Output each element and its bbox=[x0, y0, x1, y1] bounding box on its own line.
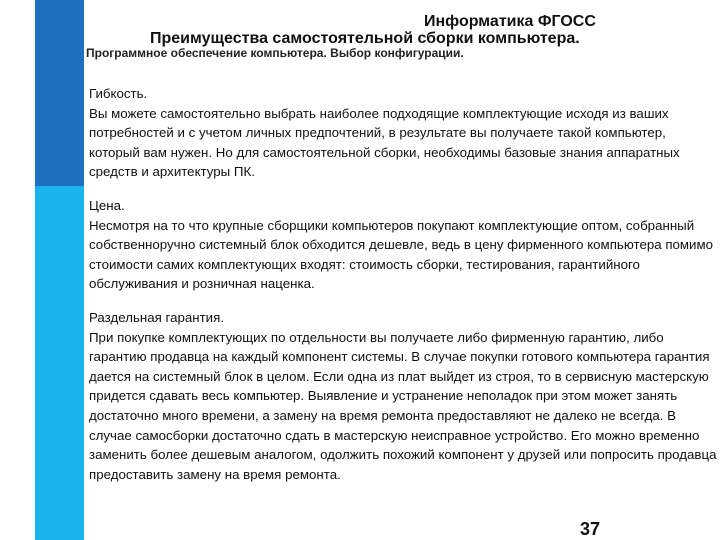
section-heading: Цена. bbox=[89, 197, 125, 213]
section-heading: Гибкость. bbox=[89, 86, 148, 101]
section-heading: Раздельная гарантия. bbox=[89, 309, 225, 325]
section-price bbox=[89, 196, 719, 294]
header-subject: Информатика ФГОСС bbox=[424, 13, 596, 30]
section-text: При покупке комплектующих по отдельности вы получаете либо фирменную гарантию, либо гарантию продавца на каждый компонент системы. В случае покупки готового компьютера гарантия дается на системный блок в целом. Если одна из плат выйдет из строя, то в сервисную мастерскую придется сдавать весь компьютер. Выявление и устранение неполадок при этом может занять достаточно много времени, а замену на время ремонта предоставляют не далеко не всегда. В случае самосборки достаточно сдать в мастерскую неисправное устройство. Его можно временно заменить более дешевым аналогом, одолжить похожий компонент у друзей или попросить продавца предоставить замену на время ремонта. bbox=[89, 329, 717, 482]
page-subtitle: Программное обеспечение компьютера. Выбор конфигурации. bbox=[86, 46, 464, 60]
section-warranty bbox=[89, 308, 719, 484]
page-number: 37 bbox=[580, 519, 601, 539]
section-text: Вы можете самостоятельно выбрать наиболее подходящие комплектующие исходя из ваших потребностей и с учетом личных предпочтений, в результате вы получаете такой компьютер, который вам нужен. Но для самостоятельной сборки, необходимы базовые знания аппаратных средств и архитектуры ПК. bbox=[89, 105, 680, 180]
section-flexibility bbox=[89, 84, 719, 182]
sidebar-accent-light bbox=[35, 186, 84, 540]
section-text: Несмотря на то что крупные сборщики компьютеров покупают комплектующие оптом, собранный собственноручно системный блок обходится дешевле, ведь в цену фирменного компьютера помимо стоимости самих комплектующих входят: стоимость сборки, тестирования, гарантийного обслуживания и розничная наценка. bbox=[89, 217, 714, 292]
content-body bbox=[89, 84, 719, 484]
sidebar-accent-dark bbox=[35, 0, 84, 186]
page-title: Преимущества самостоятельной сборки компьютера. bbox=[150, 30, 580, 47]
